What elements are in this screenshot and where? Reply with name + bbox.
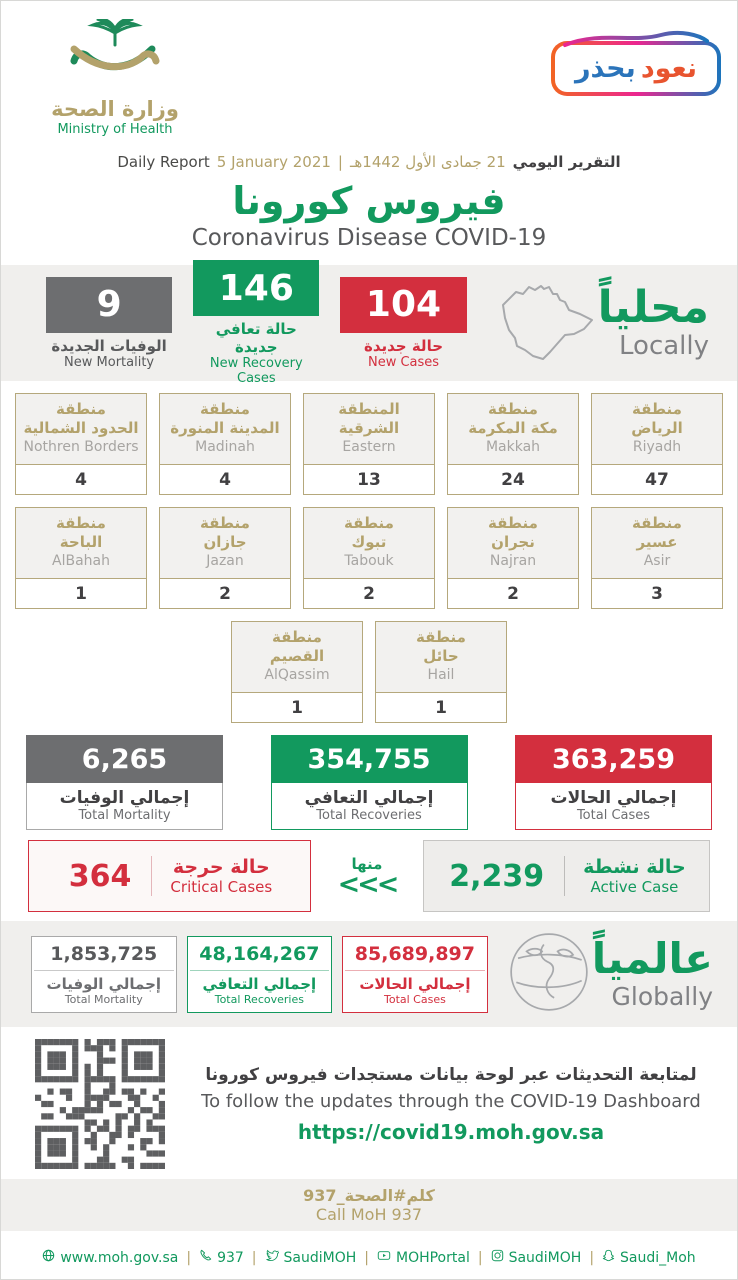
global-mortality-label-ar: إجمالي الوفيات xyxy=(46,974,162,993)
region-card-makkah: منطقة مكة المكرمة Makkah 24 xyxy=(447,393,579,495)
daily-report-label-en: Daily Report xyxy=(117,153,210,171)
regions-grid xyxy=(1,381,737,723)
total-mortality-label-ar: إجمالي الوفيات xyxy=(59,788,190,808)
footer-separator: | xyxy=(251,1249,257,1266)
locally-section xyxy=(1,265,737,386)
moh-logo xyxy=(35,19,195,137)
footer-phone-label: 937 xyxy=(217,1249,244,1266)
region-value: 2 xyxy=(448,578,578,608)
new-cases-stat xyxy=(340,277,466,370)
locally-heading xyxy=(597,281,719,362)
globe-icon xyxy=(42,1249,55,1266)
of-which-label: منها xyxy=(351,854,383,873)
region-value: 1 xyxy=(16,578,146,608)
region-value: 1 xyxy=(232,692,362,722)
critical-cases-box xyxy=(28,840,311,912)
critical-cases-value: 364 xyxy=(68,858,132,894)
footer-twitter[interactable] xyxy=(265,1249,357,1266)
date-separator: | xyxy=(337,153,343,171)
active-cases-label-en: Active Case xyxy=(590,878,679,896)
region-card-najran: منطقة نجران Najran 2 xyxy=(447,507,579,609)
region-value: 24 xyxy=(448,464,578,494)
global-mortality-box xyxy=(31,936,177,1013)
of-which-connector xyxy=(337,854,397,900)
saudi-arabia-map-icon xyxy=(494,273,598,373)
footer-twitter-label: SaudiMOH xyxy=(283,1249,357,1266)
badge-text-word1: نعود xyxy=(640,53,697,84)
critical-active-row xyxy=(1,840,737,912)
global-recoveries-value: 48,164,267 xyxy=(190,943,330,971)
report-date-line xyxy=(1,149,737,175)
phone-icon xyxy=(199,1249,212,1266)
call-moh-ar: كلم#الصحة_937 xyxy=(303,1186,435,1205)
totals-row xyxy=(1,735,737,830)
region-row-3 xyxy=(1,621,737,723)
region-value: 4 xyxy=(16,464,146,494)
new-cases-label-en: New Cases xyxy=(367,354,440,370)
region-card-tabouk: منطقة تبوك Tabouk 2 xyxy=(303,507,435,609)
new-mortality-label-ar: الوفيات الجديدة xyxy=(51,336,167,355)
global-cases-label-ar: إجمالي الحالات xyxy=(359,974,471,993)
global-cases-value: 85,689,897 xyxy=(345,943,485,971)
footer-separator: | xyxy=(477,1249,483,1266)
region-value: 2 xyxy=(304,578,434,608)
total-recoveries-label-ar: إجمالي التعافي xyxy=(304,788,434,808)
region-card-riyadh: منطقة الرياض Riyadh 47 xyxy=(591,393,723,495)
total-recoveries-label-en: Total Recoveries xyxy=(316,808,422,823)
new-cases-value: 104 xyxy=(340,277,466,333)
footer-contacts xyxy=(1,1231,737,1266)
critical-cases-label-ar: حالة حرجة xyxy=(172,856,270,878)
dashboard-section xyxy=(1,1027,737,1179)
region-card-alqassim: منطقة القصيم AlQassim 1 xyxy=(231,621,363,723)
new-mortality-label-en: New Mortality xyxy=(64,354,155,370)
locally-heading-ar: محلياً xyxy=(597,281,710,333)
footer-instagram[interactable] xyxy=(491,1249,582,1266)
region-value: 2 xyxy=(160,578,290,608)
footer-youtube[interactable] xyxy=(377,1249,470,1266)
footer-separator: | xyxy=(589,1249,595,1266)
region-value: 4 xyxy=(160,464,290,494)
new-cases-label-ar: حالة جديدة xyxy=(363,336,444,355)
globally-section xyxy=(1,921,737,1027)
footer-website[interactable] xyxy=(42,1249,178,1266)
new-recovery-label-ar: حالة تعافي جديدة xyxy=(215,320,297,356)
total-cases-label-ar: إجمالي الحالات xyxy=(550,788,677,808)
footer-separator: | xyxy=(186,1249,192,1266)
new-recovery-stat xyxy=(193,260,319,386)
twitter-icon xyxy=(265,1249,279,1266)
active-cases-box xyxy=(423,840,710,912)
dashboard-text-ar: لمتابعة التحديثات عبر لوحة بيانات مستجدات فيروس كورونا xyxy=(205,1064,697,1085)
moh-palm-swords-icon xyxy=(60,19,170,95)
ministry-name-arabic: وزارة الصحة xyxy=(51,97,179,121)
total-recoveries-box xyxy=(271,735,468,830)
total-cases-value: 363,259 xyxy=(515,735,712,783)
global-recoveries-label-en: Total Recoveries xyxy=(214,992,304,1006)
new-mortality-value: 9 xyxy=(46,277,172,333)
instagram-icon xyxy=(491,1249,504,1266)
report-title xyxy=(1,175,737,265)
region-card-eastern: المنطقة الشرقية Eastern 13 xyxy=(303,393,435,495)
footer-separator: | xyxy=(364,1249,369,1266)
youtube-icon xyxy=(377,1249,391,1266)
call-moh-en: Call MoH 937 xyxy=(315,1205,423,1224)
hijri-date: 21 جمادى الأول 1442هـ xyxy=(349,153,506,171)
return-with-caution-badge xyxy=(551,41,721,96)
dashboard-text-en: To follow the updates through the COVID-19 Dashboard xyxy=(201,1090,701,1112)
daily-report-label-ar: التقرير اليومي xyxy=(512,153,621,171)
footer-website-label: www.moh.gov.sa xyxy=(60,1249,179,1266)
qr-code xyxy=(35,1039,165,1169)
global-mortality-label-en: Total Mortality xyxy=(64,992,143,1006)
active-cases-value: 2,239 xyxy=(449,858,545,894)
region-value: 47 xyxy=(592,464,722,494)
header xyxy=(1,1,737,149)
new-mortality-stat xyxy=(46,277,172,370)
region-card-hail: منطقة حائل Hail 1 xyxy=(375,621,507,723)
region-card-jazan: منطقة جازان Jazan 2 xyxy=(159,507,291,609)
total-mortality-value: 6,265 xyxy=(26,735,223,783)
active-cases-label-ar: حالة نشطة xyxy=(583,856,686,878)
snapchat-icon xyxy=(602,1249,615,1266)
badge-text-word2: بحذر xyxy=(574,53,636,84)
new-recovery-value: 146 xyxy=(193,260,319,316)
footer-youtube-label: MOHPortal xyxy=(395,1249,470,1266)
footer-instagram-label: SaudiMOH xyxy=(508,1249,582,1266)
global-recoveries-label-ar: إجمالي التعافي xyxy=(202,974,317,993)
new-recovery-label-en: New Recovery Cases xyxy=(209,356,303,386)
call-moh-section xyxy=(1,1179,737,1231)
region-value: 3 xyxy=(592,578,722,608)
badge-swoosh-icon xyxy=(561,29,711,53)
region-value: 1 xyxy=(376,692,506,722)
total-mortality-box xyxy=(26,735,223,830)
region-row-2 xyxy=(1,507,737,609)
ministry-name-english: Ministry of Health xyxy=(57,122,173,137)
gregorian-date: 5 January 2021 xyxy=(216,153,331,171)
title-arabic: فيروس كورونا xyxy=(232,179,506,223)
locally-heading-en: Locally xyxy=(619,331,710,362)
region-card-madinah: منطقة المدينة المنورة Madinah 4 xyxy=(159,393,291,495)
region-value: 13 xyxy=(304,464,434,494)
critical-cases-label-en: Critical Cases xyxy=(170,878,273,896)
region-card-albahah: منطقة الباحة AlBahah 1 xyxy=(15,507,147,609)
total-recoveries-value: 354,755 xyxy=(271,735,468,783)
title-english: Coronavirus Disease COVID-19 xyxy=(191,225,547,251)
globally-heading-en: Globally xyxy=(611,981,713,1011)
globally-heading-ar: عالمياً xyxy=(591,934,713,984)
region-row-1 xyxy=(1,393,737,495)
globally-heading xyxy=(591,934,721,1011)
total-mortality-label-en: Total Mortality xyxy=(78,808,171,823)
global-mortality-value: 1,853,725 xyxy=(34,943,174,971)
footer-snapchat-label: Saudi_Moh xyxy=(620,1249,696,1266)
globe-icon xyxy=(506,929,592,1019)
footer-phone[interactable] xyxy=(199,1249,244,1266)
region-card-asir: منطقة عسير Asir 3 xyxy=(591,507,723,609)
total-cases-label-en: Total Cases xyxy=(576,808,651,823)
footer-snapchat[interactable] xyxy=(602,1249,696,1266)
total-cases-box xyxy=(515,735,712,830)
global-cases-box xyxy=(342,936,488,1013)
global-cases-label-en: Total Cases xyxy=(383,992,446,1006)
region-card-northern-borders: منطقة الحدود الشمالية Nothren Borders 4 xyxy=(15,393,147,495)
chevrons-left-icon: <<< xyxy=(337,868,397,900)
dashboard-url-link[interactable]: https://covid19.moh.gov.sa xyxy=(297,1119,605,1144)
global-recoveries-box xyxy=(187,936,333,1013)
